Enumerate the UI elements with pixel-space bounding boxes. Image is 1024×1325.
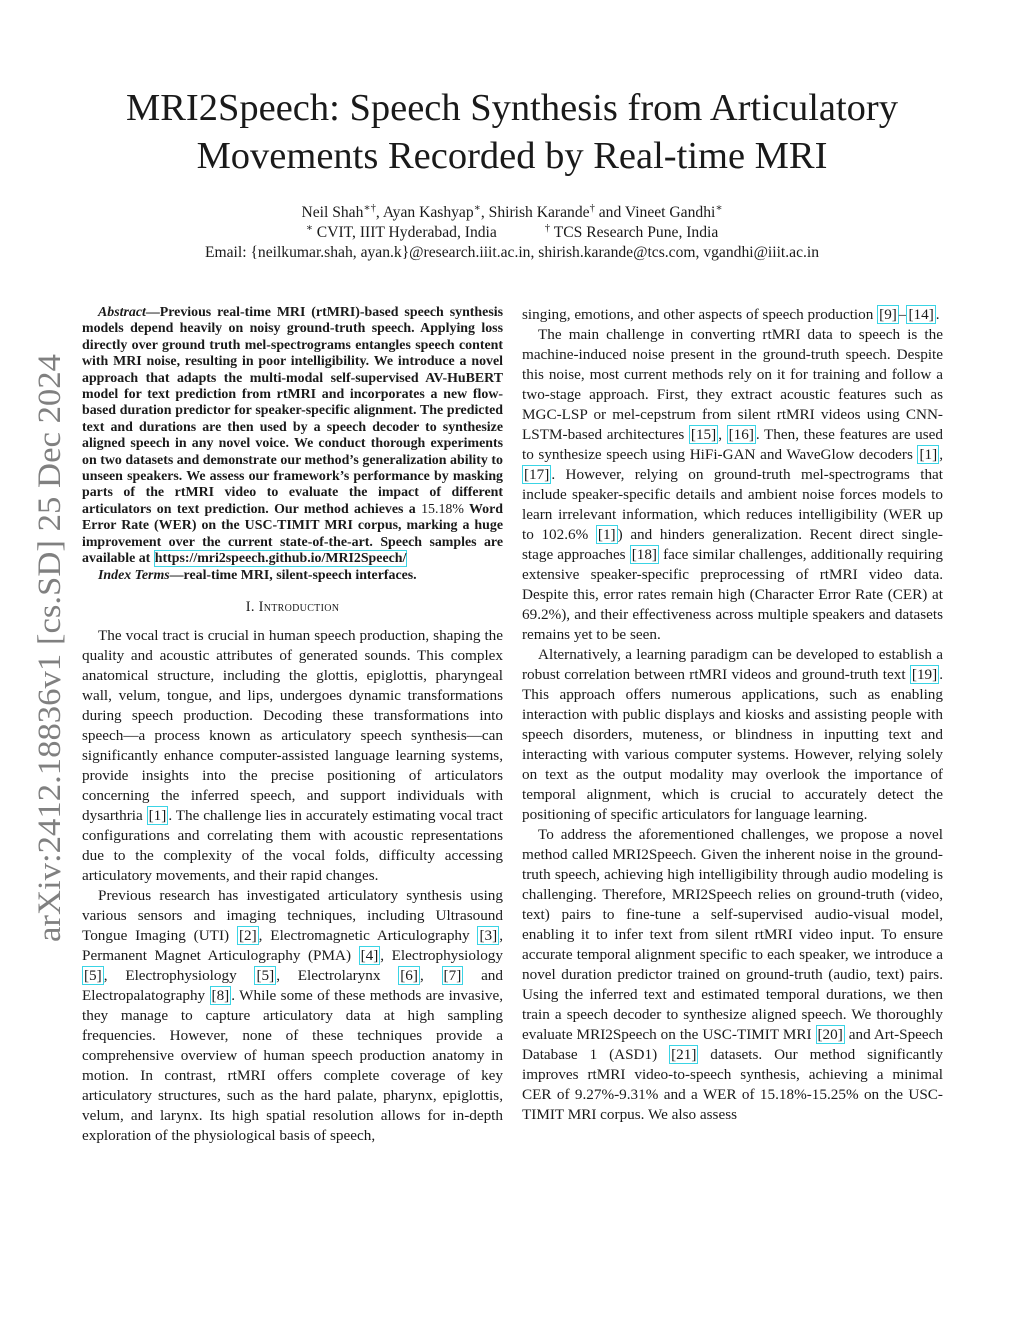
citation-link[interactable]: [19] bbox=[911, 666, 938, 683]
intro-paragraph-3: The main challenge in converting rtMRI data to speech is the machine-induced noise present in the ground-truth speech. Despite this noise, most current methods rely on it for training and follow a two-stage approach. First, they extract acoustic features such as MGC-LSP or mel-cepstrum from silent rtMRI videos using CNN-LSTM-based architectures [15] , [16] . Then, these features are used to synthesize speech using HiFi-GAN and WaveGlow decoders [1] , [17] . However, relying on ground-truth mel-spectrograms that include speaker-specific details and ambient noise forces models to learn irrelevant information, which reduces intelligibility (WER up to 102.6% [1] ) and hinders generalization. Recent direct single-stage approaches [18] face similar challenges, additionally requiring extensive speaker-specific preprocessing of rtMRI video data. Despite this, error rates remain high (Character Error Rate (CER) at 69.2%), and their effectiveness across multiple speakers and datasets remains yet to be seen. bbox=[522, 326, 944, 643]
intro-paragraph-4: Alternatively, a learning paradigm can be developed to establish a robust correlation between rtMRI videos and ground-truth text [19] . This approach offers numerous applications, such as enabling interaction with public displays and kiosks and assisting people with speech disorders, muteness, or blindness in inputting text and interacting with various computer systems. However, relying solely on text as the output modality may overlook the importance of temporal alignment, which is crucial to accurately detect the positioning of specific articulators for language learning. bbox=[522, 646, 943, 823]
citation-link[interactable]: [9] bbox=[879, 306, 897, 323]
intro-paragraph-2: Previous research has investigated articulatory synthesis using various sensors and imaging techniques, including Ultrasound Tongue Imaging (UTI) [2] , Electromagnetic Articulography [3] , Permanent Magnet Articulography (PMA) [4] , Electrophysiology [5] , Electrophysiology [5] , Electrolarynx [6] , [7] and Electropalatography [8] . While some of these methods are invasive, they manage to capture articulatory data at high sampling frequencies. However, none of these techniques provide a comprehensive overview of human speech production anatomy in motion. In contrast, rtMRI offers complete coverage of key articulatory structures, such as the hard palate, pharynx, epiglottis, velum, and larynx. Its high spatial resolution allows for in-depth exploration of the physiological basis of speech, bbox=[82, 886, 503, 1144]
citation-link[interactable]: [2] bbox=[238, 926, 257, 944]
citation-link[interactable]: [17] bbox=[524, 466, 550, 483]
citation-link[interactable]: [20] bbox=[817, 1026, 843, 1043]
citation-link[interactable]: [14] bbox=[908, 306, 934, 323]
author-names: Neil Shah∗†, Ayan Kashyap∗, Shirish Karande† and Vineet Gandhi∗ bbox=[301, 202, 723, 221]
citation-link[interactable]: [1] bbox=[919, 446, 938, 463]
abstract: Abstract—Previous real-time MRI (rtMRI)-based speech synthesis models depend heavily on noisy ground-truth speech. Applying loss directly over ground truth mel-spectrograms entangles speech content with MRI noise, resulting in poor intelligibility. We introduce a novel approach that adapts the multi-modal self-supervised AV-HuBERT model for text prediction from rtMRI and incorporates a new flow-based duration predictor for speaker-specific alignment. The predicted text and durations are then used by a speech decoder to synthesize aligned speech in any novel voice. We conduct thorough experiments on two datasets and demonstrate our method’s generalization ability to unseen speakers. We assess our framework’s performance by masking parts of the rtMRI video to evaluate the impact of different articulators on text prediction. Our method achieves a 15.18% Word Error Rate (WER) on the USC-TIMIT MRI corpus, marking a huge improvement over the current state-of-the-art. Speech samples are available at https://mri2speech.github.io/MRI2Speech/ bbox=[82, 305, 503, 567]
citation-link[interactable]: [5] bbox=[84, 966, 102, 984]
citation-link[interactable]: [15] bbox=[690, 426, 717, 443]
arxiv-id-text: arXiv:2412.18836v1 [cs.SD] 25 Dec 2024 bbox=[32, 382, 68, 942]
title-line-1: MRI2Speech: Speech Synthesis from Articulatory bbox=[125, 87, 898, 129]
section-heading-introduction: I. Introduction bbox=[245, 598, 340, 615]
citation-link[interactable]: [7] bbox=[443, 966, 462, 984]
speech-samples-link[interactable]: https://mri2speech.github.io/MRI2Speech/ bbox=[154, 551, 407, 567]
author-block bbox=[80, 203, 944, 263]
intro-paragraph-5: To address the aforementioned challenges, we propose a novel method called MRI2Speech. Given the inherent noise in the ground-truth speech, achieving high intelligibility through audio modeling is challenging. Therefore, MRI2Speech relies on ground-truth (video, text) pairs to fine-tune a self-supervised audio-visual model, enabling it to infer text from silent rtMRI video input. To ensure accurate temporal alignment specific to each speaker, we introduce a novel duration predictor trained on ground-truth (audio, text) pairs. Using the inferred text and estimated temporal durations, we then train a speech decoder to synthesize aligned speech. We thoroughly evaluate MRI2Speech on the USC-TIMIT MRI [20] and Art-Speech Database 1 (ASD1) [21] datasets. Our method significantly improves rtMRI video-to-speech synthesis, achieving a minimal CER of 9.27%-9.31% and a WER of 15.18%-15.25% on the USC-TIMIT MRI corpus. We also assess bbox=[522, 826, 944, 1123]
intro-paragraph-1: The vocal tract is crucial in human speech production, shaping the quality and acoustic attributes of generated sounds. This complex anatomical structure, including the glottis, epiglottis, pharyngeal wall, velum, tongue, and lips, undergoes dynamic transformations during speech production. Decoding these transformations into speech—a process known as articulatory speech synthesis—can significantly enhance computer-assisted language learning systems, provide insights into the precise positioning of articulators concerning the inferred speech, and support individuals with dysarthria [1] . The challenge lies in accurately estimating vocal tract configurations and correlating them with acoustic representations due to the complexity of the vocal folds, difficulty accessing articulatory movements, and their rapid changes. bbox=[82, 626, 504, 884]
citation-link[interactable]: [8] bbox=[211, 986, 230, 1004]
citation-link[interactable]: [4] bbox=[360, 946, 379, 964]
citation-link[interactable]: [1] bbox=[148, 806, 167, 824]
intro-paragraph-continued: singing, emotions, and other aspects of speech production [9] – [14] . bbox=[522, 306, 940, 323]
author-emails: Email: {neilkumar.shah, ayan.k}@research.iiit.ac.in, shirish.karande@tcs.com, vgandhi@iiit.ac.in bbox=[204, 244, 820, 261]
citation-link[interactable]: [1] bbox=[597, 526, 616, 543]
citation-link[interactable]: [21] bbox=[671, 1046, 697, 1063]
left-column bbox=[82, 305, 503, 1146]
right-column bbox=[522, 305, 943, 1125]
author-affiliations: ∗ CVIT, IIIT Hyderabad, India † TCS Research Pune, India bbox=[305, 222, 719, 241]
citation-link[interactable]: [3] bbox=[479, 926, 498, 944]
arxiv-identifier-stamp bbox=[20, 352, 70, 942]
title-line-2: Movements Recorded by Real-time MRI bbox=[196, 135, 828, 177]
index-terms: Index Terms—real-time MRI, silent-speech interfaces. bbox=[98, 567, 417, 583]
citation-link[interactable]: [5] bbox=[256, 966, 275, 984]
citation-link[interactable]: [6] bbox=[400, 966, 418, 984]
citation-link[interactable]: [18] bbox=[631, 546, 657, 563]
citation-link[interactable]: [16] bbox=[728, 426, 754, 443]
paper-title bbox=[80, 84, 944, 180]
